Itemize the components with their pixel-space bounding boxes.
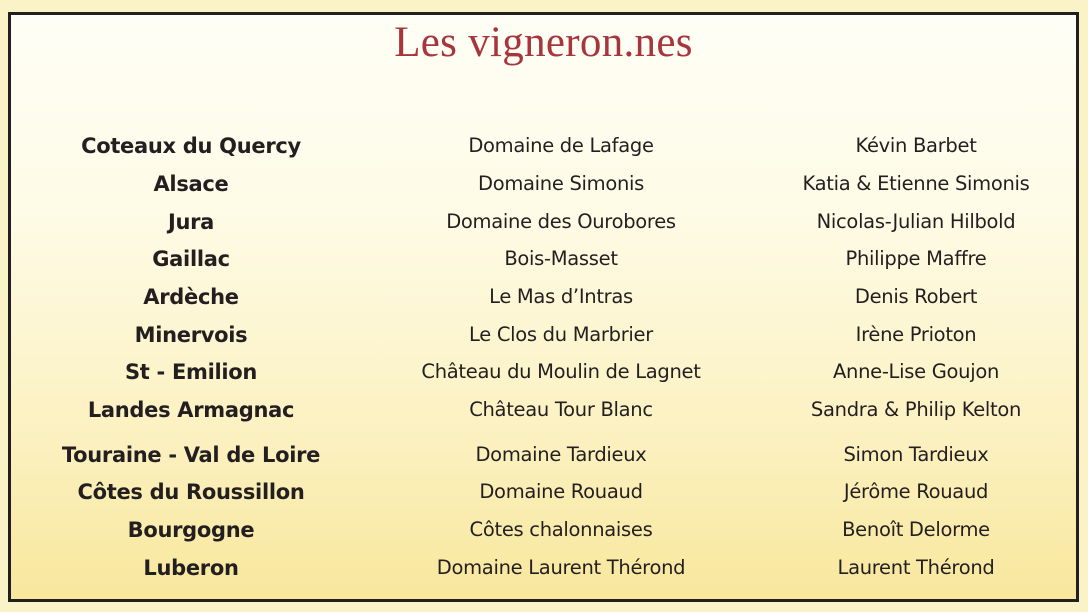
region-cell: Minervois bbox=[134, 323, 248, 347]
table-row bbox=[11, 166, 1076, 202]
winemaker-cell: Benoît Delorme bbox=[842, 518, 990, 541]
domain-cell: Château du Moulin de Lagnet bbox=[421, 360, 701, 383]
domain-cell: Le Mas d’Intras bbox=[489, 285, 633, 308]
table-row bbox=[11, 128, 1076, 164]
table-row bbox=[11, 279, 1076, 315]
region-cell: Alsace bbox=[153, 172, 229, 196]
winemaker-cell: Kévin Barbet bbox=[855, 134, 977, 157]
winemaker-cell: Katia & Etienne Simonis bbox=[802, 172, 1030, 195]
winemaker-cell: Irène Prioton bbox=[855, 323, 977, 346]
region-cell: Landes Armagnac bbox=[87, 398, 295, 422]
winemaker-cell: Anne-Lise Goujon bbox=[832, 360, 1000, 383]
region-cell: Touraine - Val de Loire bbox=[61, 443, 321, 467]
winemaker-cell: Laurent Thérond bbox=[837, 556, 995, 579]
region-cell: Bourgogne bbox=[127, 518, 255, 542]
table-row bbox=[11, 437, 1076, 473]
table-row bbox=[11, 550, 1076, 586]
domain-cell: Bois-Masset bbox=[504, 247, 618, 270]
region-cell: St - Emilion bbox=[124, 360, 258, 384]
domain-cell: Le Clos du Marbrier bbox=[469, 323, 653, 346]
table-row bbox=[11, 317, 1076, 353]
domain-cell: Côtes chalonnaises bbox=[469, 518, 653, 541]
domain-cell: Domaine Simonis bbox=[477, 172, 645, 195]
region-cell: Côtes du Roussillon bbox=[77, 480, 305, 504]
domain-cell: Domaine Laurent Thérond bbox=[436, 556, 686, 579]
domain-cell: Domaine Tardieux bbox=[475, 443, 647, 466]
winemaker-cell: Philippe Maffre bbox=[845, 247, 987, 270]
table-row bbox=[11, 204, 1076, 240]
winemaker-cell: Denis Robert bbox=[854, 285, 978, 308]
document-frame bbox=[8, 12, 1079, 602]
winemaker-cell: Nicolas-Julian Hilbold bbox=[816, 210, 1016, 233]
region-cell: Gaillac bbox=[152, 247, 230, 271]
domain-cell: Château Tour Blanc bbox=[469, 398, 653, 421]
region-cell: Jura bbox=[167, 210, 215, 234]
winemaker-cell: Jérôme Rouaud bbox=[843, 480, 989, 503]
region-cell: Ardèche bbox=[143, 285, 239, 309]
table-row bbox=[11, 354, 1076, 390]
page-title: Les vigneron.nes bbox=[394, 19, 693, 66]
winemaker-cell: Simon Tardieux bbox=[843, 443, 989, 466]
table-row bbox=[11, 392, 1076, 428]
domain-cell: Domaine des Ourobores bbox=[446, 210, 676, 233]
table-row bbox=[11, 512, 1076, 548]
table-row bbox=[11, 241, 1076, 277]
domain-cell: Domaine Rouaud bbox=[479, 480, 643, 503]
region-cell: Coteaux du Quercy bbox=[81, 134, 301, 158]
table-row bbox=[11, 474, 1076, 510]
winemaker-cell: Sandra & Philip Kelton bbox=[810, 398, 1022, 421]
region-cell: Luberon bbox=[143, 556, 239, 580]
domain-cell: Domaine de Lafage bbox=[468, 134, 654, 157]
